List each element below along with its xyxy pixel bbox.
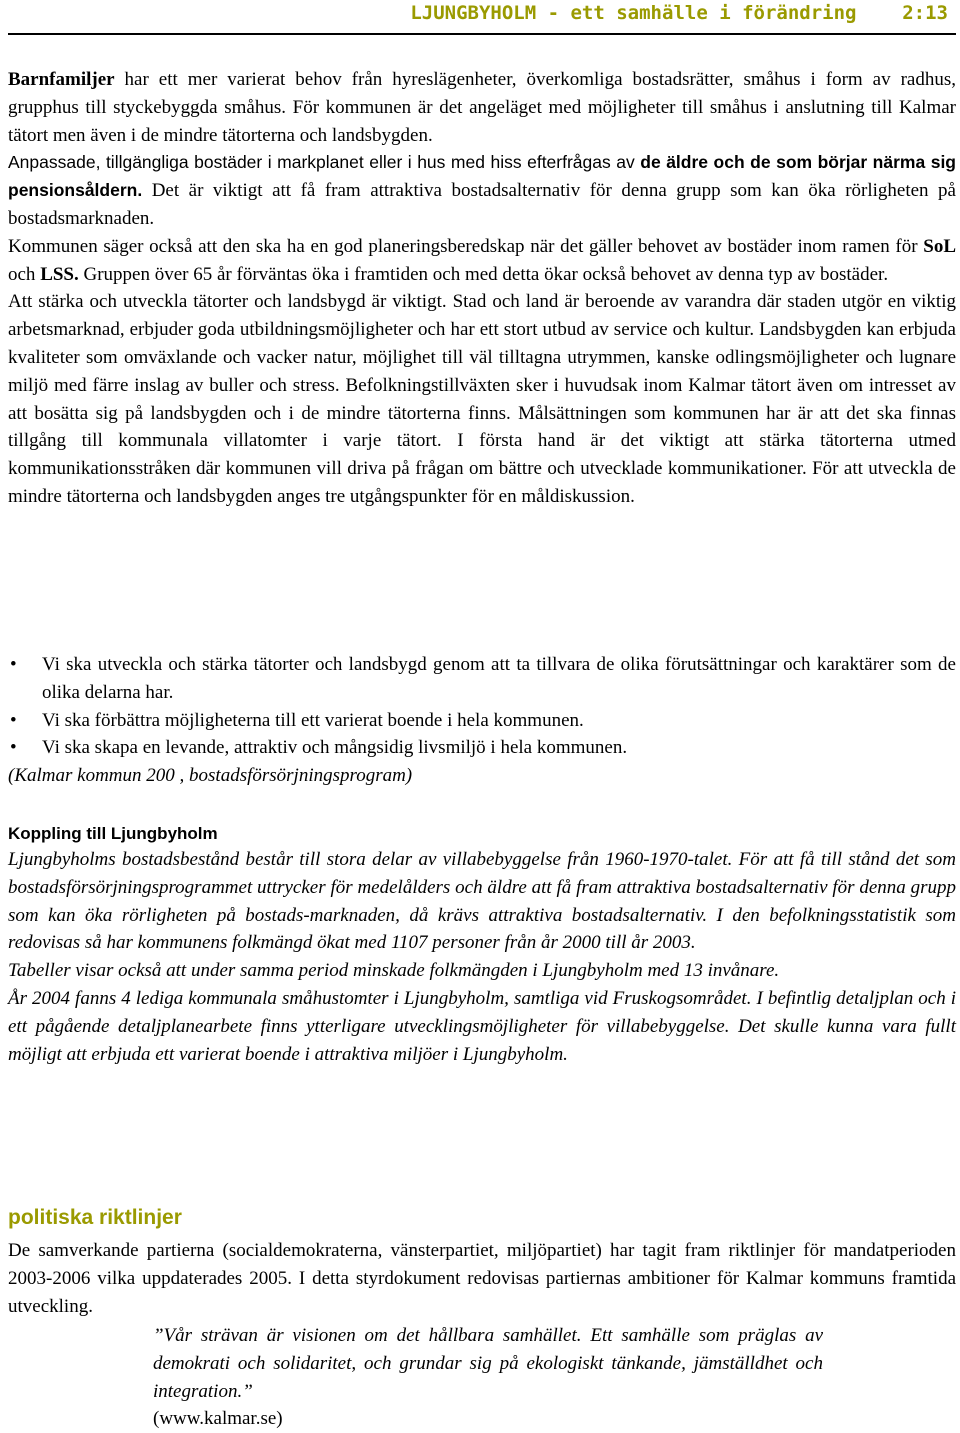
koppling-heading: Koppling till Ljungbyholm [8, 824, 218, 843]
goal-text: Vi ska förbättra möjligheterna till ett varierat boende i hela kommunen. [42, 709, 584, 731]
koppling-paragraph-1: Ljungbyholms bostadsbestånd består till stora delar av villabebyggelse från 1960-1970-talet. För att få till stånd det som bostadsförsörjningsprogrammet uttrycker för medelålders och äldre att få fram attraktiva bostadsalternativ för denna grupp som kan öka rörligheten på bostads-marknaden, då krävs attraktiva bostadsalternativ. I den befolkningsstatistik som redovisas så har kommunens folkmängd ökat med 1107 personer från år 2000 till år 2003. [8, 849, 956, 954]
intro-p2-rest: Det är viktigt att få fram attraktiva bostadsalternativ för denna grupp som kan öka rörligheten på bostadsmarknaden. [8, 180, 956, 229]
politiska-paragraph: De samverkande partierna (socialdemokraterna, vänsterpartiet, miljöpartiet) har tagit fram riktlinjer för mandatperioden 2003-2006 vilka uppdaterades 2005. I detta styrdokument redovisas partiernas ambitioner för Kalmar kommuns framtida utveckling. [8, 1240, 956, 1317]
header-text [410, 1, 948, 25]
goals-list [8, 651, 956, 762]
intro-p3-sol: SoL [923, 235, 956, 257]
koppling-paragraph-3: År 2004 fanns 4 lediga kommunala småhustomter i Ljungbyholm, samtliga vid Fruskogsområdet. I befintlig detaljplan och i ett pågående detaljplanearbete finns ytterligare utvecklingsmöjligheter för villabebyggelse. Det skulle kunna vara fullt möjligt att erbjuda ett varierat boende i attraktiva miljöer i Ljungbyholm. [8, 987, 956, 1065]
goal-text: Vi ska utveckla och stärka tätorter och landsbygd genom att ta tillvara de olika förutsättningar och karaktärer som de olika delarna har. [42, 654, 956, 703]
header-title: LJUNGBYHOLM - ett samhälle i förändring [410, 2, 857, 24]
header-page-number: 2:13 [902, 2, 948, 24]
koppling-paragraph-2: Tabeller visar också att under samma period minskade folkmängden i Ljungbyholm med 13 invånare. [8, 960, 780, 982]
intro-paragraph-4: Att stärka och utveckla tätorter och landsbygd är viktigt. Stad och land är beroende av varandra där staden utgör en viktig arbetsmarknad, erbjuder goda utbildningsmöjligheter och har ett stort utbud av service och kultur. Landsbygden kan erbjuda kvaliteter som omväxlande och vacker natur, möjlighet till väl tilltagna utrymmen, kanske odlingsmöjligheter och lugnare miljö med färre inslag av buller och stress. Befolkningstillväxten sker i huvudsak inom Kalmar tätort även om intresset av att bosätta sig på landsbygden och i de mindre tätorterna finns. Målsättningen som kommunen har är att det ska finnas tillgång till kommunala villatomter i varje tätort. I första hand är det viktigt att stärka tätorterna utmed kommunikationsstråken där kommunen vill driva på frågan om bättre och utvecklade kommunikationer. För att utveckla de mindre tätorterna och landsbygden anges tre utgångspunkter för en måldiskussion. [8, 291, 956, 507]
intro-lead-bold: Barnfamiljer [8, 69, 115, 90]
intro-p3-rest: Gruppen över 65 år förväntas öka i framtiden och med detta ökar också behovet av denna typ av bostäder. [78, 263, 889, 285]
vision-quote [153, 1322, 823, 1433]
goal-item [8, 707, 956, 735]
goal-text: Vi ska skapa en levande, attraktiv och mångsidig livsmiljö i hela kommunen. [42, 737, 628, 759]
page-header [8, 0, 956, 35]
intro-p1-text: har ett mer varierat behov från hyreslägenheter, överkomliga bostadsrätter, småhus i form av radhus, grupphus till styckebyggda småhus. För kommunen är det angeläget med möjligheter till småhus i anslutning till Kalmar tätort men även i de mindre tätorterna och landsbygden. [8, 69, 956, 146]
intro-section [8, 66, 956, 511]
intro-p3-lss: LSS. [40, 263, 79, 285]
intro-p3-text: Kommunen säger också att den ska ha en god planeringsberedskap när det gäller behovet av bostäder inom ramen för [8, 235, 924, 257]
goals-source: (Kalmar kommun 200 , bostadsförsörjningsprogram) [8, 765, 413, 787]
intro-p2-bold: de äldre och de som börjar närma sig pensionsåldern. [8, 152, 956, 201]
koppling-body [8, 846, 956, 1068]
politiska-section [8, 1203, 956, 1320]
koppling-section [8, 822, 956, 1068]
bullet-icon: • [10, 709, 17, 731]
intro-paragraph-3 [8, 233, 956, 289]
politiska-heading: politiska riktlinjer [8, 1206, 182, 1229]
intro-paragraph-2 [8, 149, 956, 232]
goal-item [8, 651, 956, 707]
intro-p2-text: Anpassade, tillgängliga bostäder i markplanet eller i hus med hiss efterfrågas av [8, 152, 641, 173]
goals-list-section [8, 651, 956, 790]
bullet-icon: • [10, 737, 17, 759]
vision-quote-text: ”Vår strävan är visionen om det hållbara samhället. Ett samhälle som präglas av demokrati och solidaritet, och grundar sig på ekologiskt tänkande, jämställdhet och integration.” [153, 1325, 823, 1402]
intro-p3-mid: och [8, 263, 41, 285]
goal-item [8, 734, 956, 762]
bullet-icon: • [10, 654, 17, 675]
vision-quote-source: (www.kalmar.se) [153, 1408, 283, 1430]
intro-paragraph-1 [8, 66, 956, 149]
